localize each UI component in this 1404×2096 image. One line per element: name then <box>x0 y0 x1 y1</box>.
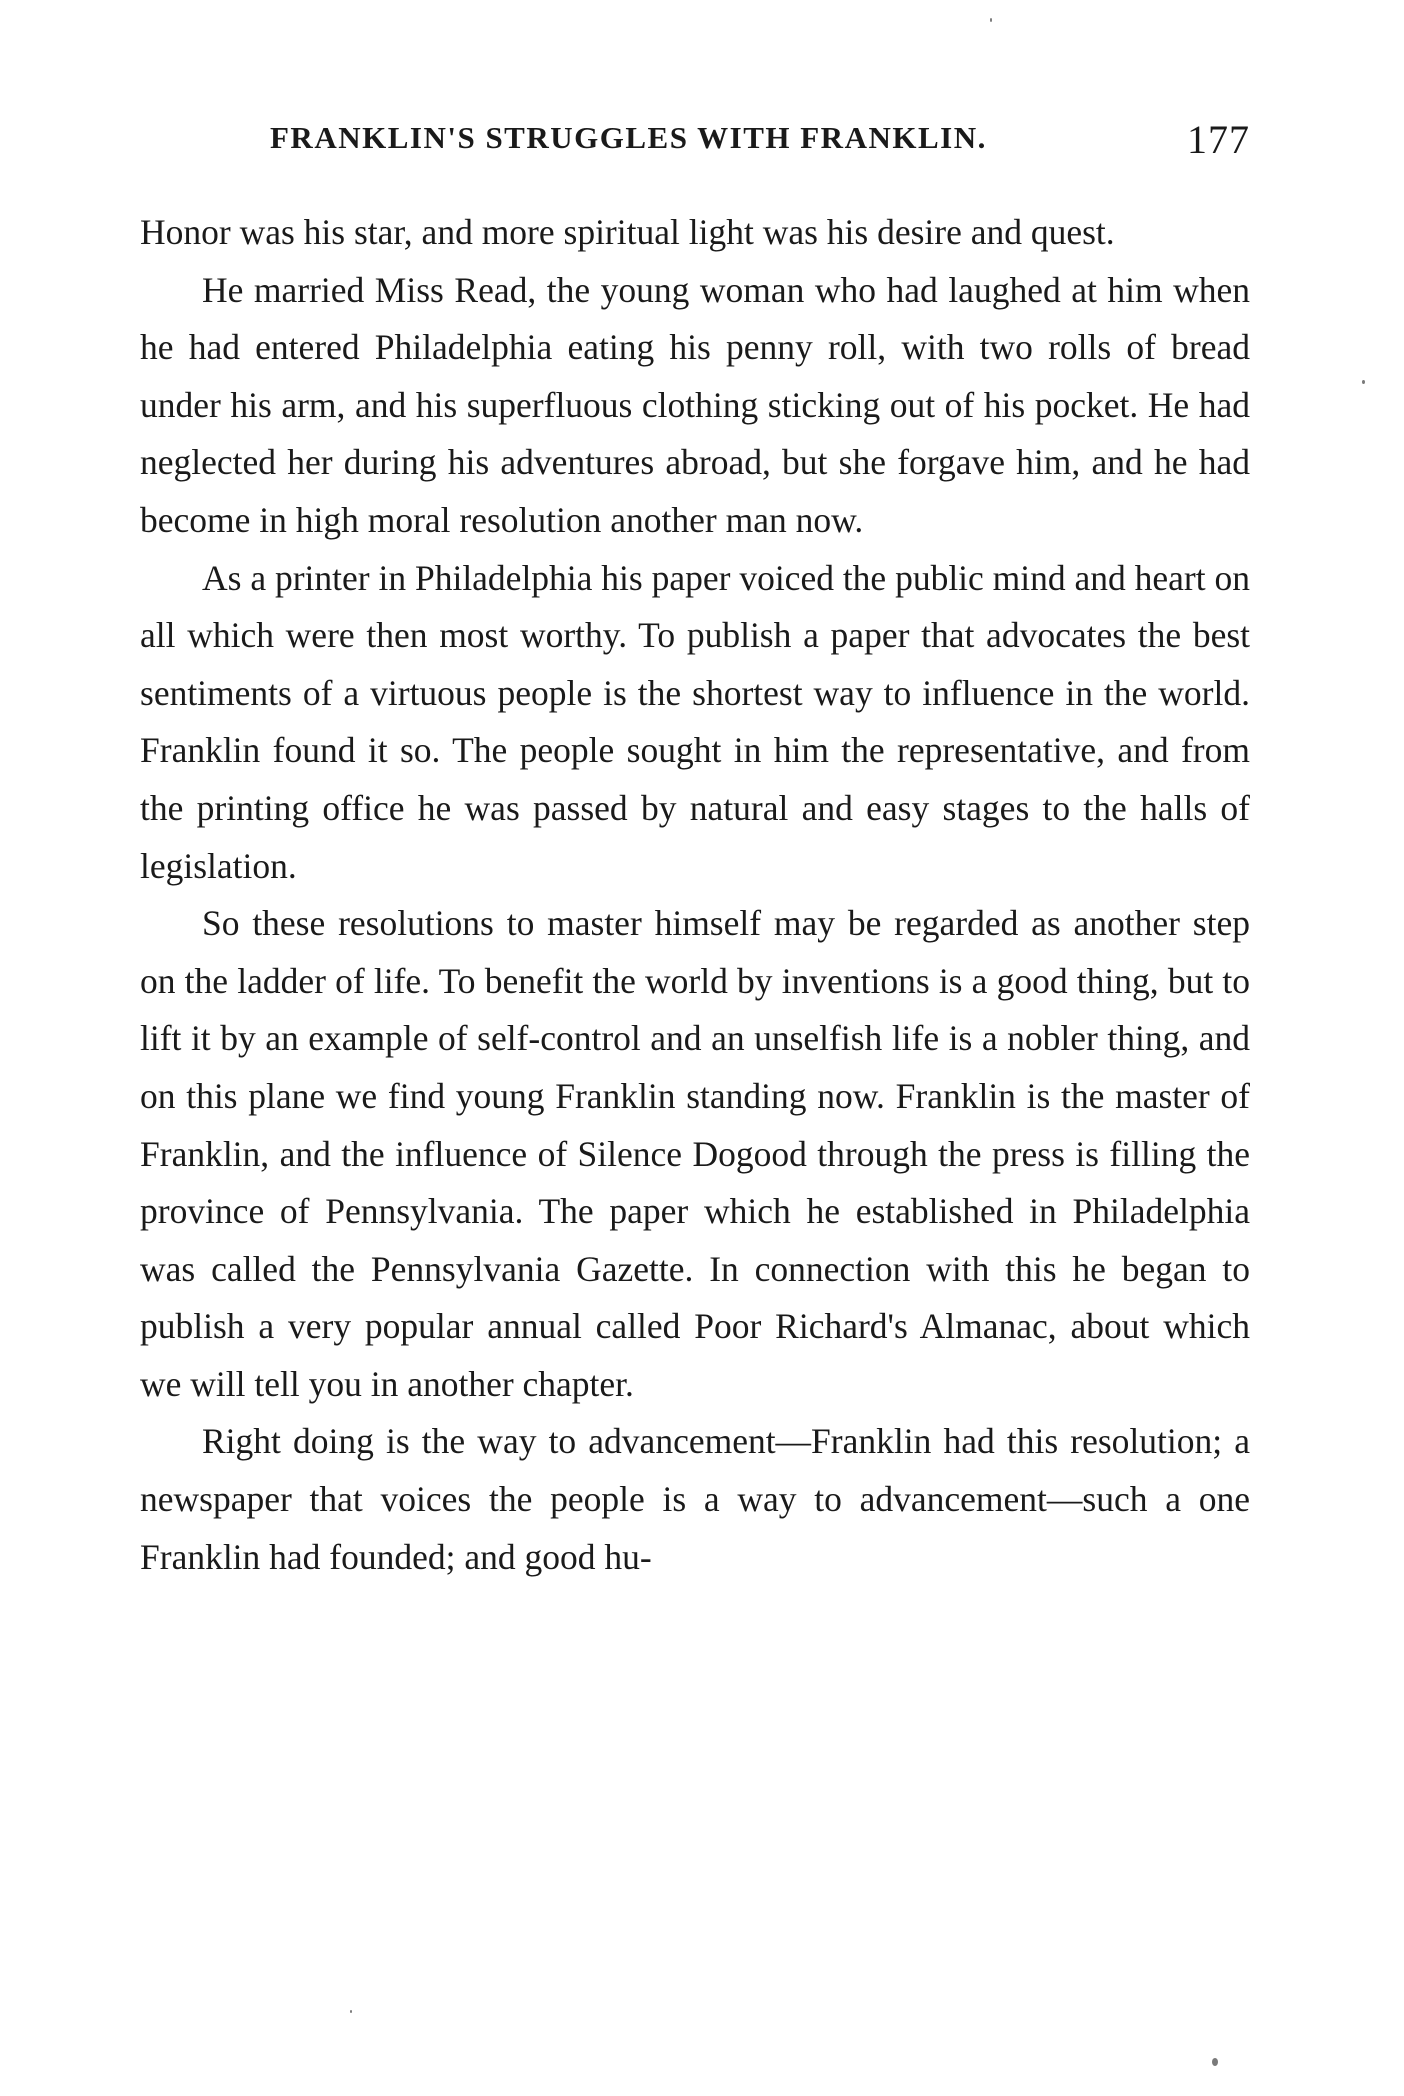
body-text <box>140 204 1250 1586</box>
ink-speck <box>1212 2058 1218 2066</box>
ink-speck <box>350 2010 352 2013</box>
running-head <box>140 112 1250 172</box>
ink-speck <box>1362 380 1365 384</box>
running-title: FRANKLIN'S STRUGGLES WITH FRANKLIN. <box>270 120 987 155</box>
paragraph-resolutions: So these resolutions to master himself may be regarded as another step on the ladder of life. To benefit the world by inventions is a good thing, but to lift it by an example of self-control and an unselfish life is a nobler thing, and on this plane we find young Franklin standing now. Franklin is the master of Franklin, and the influence of Silence Dogood through the press is filling the province of Pennsylvania. The paper which he established in Philadelphia was called the Pennsylvania Gazette. In connection with this he began to publish a very popular annual called Poor Richard's Almanac, about which we will tell you in another chapter. <box>140 903 1250 1404</box>
paragraph-continued: Honor was his star, and more spiritual light was his desire and quest. <box>140 212 1115 252</box>
page-number: 177 <box>1187 117 1250 162</box>
paragraph-printer: As a printer in Philadelphia his paper voiced the public mind and heart on all which were then most worthy. To publish a paper that advocates the best sentiments of a virtuous people is the shortest way to influence in the world. Franklin found it so. The people sought in him the representative, and from the printing office he was passed by natural and easy stages to the halls of legislation. <box>140 557 1250 886</box>
paragraph-right-doing: Right doing is the way to advancement—Franklin had this resolution; a newspaper that voices the people is a way to advancement—such a one Franklin had founded; and good hu- <box>140 1421 1250 1577</box>
paragraph-miss-read: He married Miss Read, the young woman who had laughed at him when he had entered Philadelphia eating his penny roll, with two rolls of bread under his arm, and his superfluous clothing sticking out of his pocket. He had neglected her during his adventures abroad, but she forgave him, and he had become in high moral resolution another man now. <box>140 269 1250 540</box>
ink-speck <box>990 18 992 22</box>
